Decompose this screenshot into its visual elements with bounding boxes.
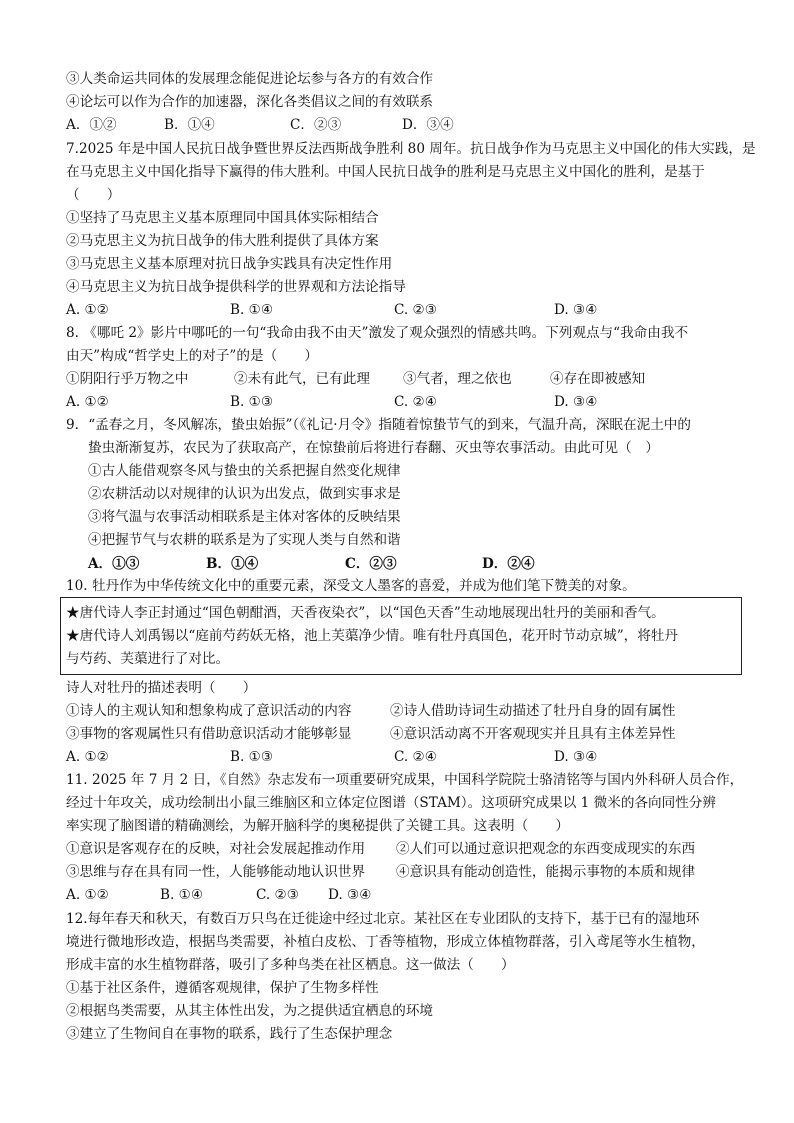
q10-option-b: B. ①③ [230, 749, 274, 765]
q12-stem-line-2: 境进行微地形改造，根据鸟类需要，补植白皮松、丁香等植物，形成立体植物群落，引入鸢尾等水生植物， [66, 934, 705, 950]
q10-stem-line-2: 诗人对牡丹的描述表明（ ） [66, 680, 257, 696]
q11-statement-3: ③思维与存在具有同一性，人能够能动地认识世界 [66, 864, 366, 880]
q10-stem-line-1: 10. 牡丹作为中华传统文化中的重要元素，深受文人墨客的喜爱，并成为他们笔下赞美的对象。 [66, 578, 636, 594]
q7-option-b: B. ①④ [230, 302, 274, 318]
q9-option-d: D．②④ [482, 556, 535, 572]
q10-statement-1: ①诗人的主观认知和想象构成了意识活动的内容 [66, 703, 352, 719]
q9-option-c: C．②③ [345, 556, 397, 572]
q10-statement-3: ③事物的客观属性只有借助意识活动才能够彰显 [66, 726, 352, 742]
q6-option-a: A．①② [66, 117, 117, 133]
q9-stem-line-1: 9．“孟春之月，冬风解冻，蛰虫始振”（《礼记·月令》指随着惊蛰节气的到来，气温升高，深眠在泥土中的 [66, 417, 691, 433]
q8-option-c: C. ②④ [394, 394, 437, 410]
q7-statement-1: ①坚持了马克思主义基本原理同中国具体实际相结合 [66, 210, 379, 226]
q7-answer-blank: （ ） [66, 187, 121, 203]
q9-statement-1: ①古人能借观察冬风与蛰虫的关系把握自然变化规律 [88, 463, 401, 479]
q7-option-d: D. ③④ [554, 302, 598, 318]
q10-statement-4: ④意识活动离不开客观现实并且具有主体差异性 [390, 726, 676, 742]
q11-stem-line-2: 经过十年攻关，成功绘制出小鼠三维脑区和立体定位图谱（STAM）。这项研究成果以 1 微米的各向同性分辨 [66, 795, 716, 811]
q11-stem-line-3: 率实现了脑图谱的精确测绘，为解开脑科学的奥秘提供了关键工具。这表明（ ） [66, 818, 569, 834]
q6-statement-3: ③人类命运共同体的发展理念能促进论坛参与各方的有效合作 [66, 71, 434, 87]
q12-stem-line-3: 形成丰富的水生植物群落，吸引了多种鸟类在社区栖息。这一做法（ ） [66, 957, 515, 973]
q12-statement-3: ③建立了生物间自在事物的联系，践行了生态保护理念 [66, 1026, 393, 1042]
q11-option-d: D. ③④ [328, 887, 372, 903]
q7-statement-3: ③马克思主义基本原理对抗日战争实践具有决定性作用 [66, 256, 393, 272]
q10-statement-2: ②诗人借助诗词生动描述了牡丹自身的固有属性 [390, 703, 676, 719]
q10-option-c: C. ②④ [394, 749, 437, 765]
q11-option-c: C. ②③ [256, 887, 299, 903]
q10-material-2-line-2: 与芍药、芙蕖进行了对比。 [66, 651, 230, 667]
q6-option-b: B．①④ [164, 117, 215, 133]
q7-statement-4: ④马克思主义为抗日战争提供科学的世界观和方法论指导 [66, 279, 406, 295]
q8-option-b: B. ①③ [230, 394, 274, 410]
q12-statement-1: ①基于社区条件，遵循客观规律，保护了生物多样性 [66, 980, 379, 996]
q9-statement-3: ③将气温与农事活动相联系是主体对客体的反映结果 [88, 509, 401, 525]
q6-statement-4: ④论坛可以作为合作的加速器，深化各类倡议之间的有效联系 [66, 94, 434, 110]
q9-stem-line-2: 蛰虫渐渐复苏，农民为了获取高产，在惊蛰前后将进行春翻、灭虫等农事活动。由此可见（ ） [88, 440, 659, 456]
q12-statement-2: ②根据鸟类需要，从其主体性出发，为之提供适宜栖息的环境 [66, 1003, 434, 1019]
q11-statement-1: ①意识是客观存在的反映，对社会发展起推动作用 [66, 841, 366, 857]
q9-statement-2: ②农耕活动以对规律的认识为出发点，做到实事求是 [88, 486, 401, 502]
q11-statement-2: ②人们可以通过意识把观念的东西变成现实的东西 [396, 841, 696, 857]
q7-statement-2: ②马克思主义为抗日战争的伟大胜利提供了具体方案 [66, 233, 379, 249]
q8-option-a: A. ①② [66, 394, 109, 410]
q8-option-d: D. ③④ [554, 394, 598, 410]
q8-statement-3: ③气者，理之依也 [403, 371, 512, 387]
q7-stem-line-1: 7.2025 年是中国人民抗日战争暨世界反法西斯战争胜利 80 周年。抗日战争作为马克思主义中国化的伟大实践，是 [66, 141, 756, 157]
q11-option-b: B. ①④ [160, 887, 204, 903]
q11-statement-4: ④意识具有能动创造性，能揭示事物的本质和规律 [396, 864, 696, 880]
q10-material-2-line-1: ★唐代诗人刘禹锡以“庭前芍药妖无格，池上芙蕖净少情。唯有牡丹真国色，花开时节动京城”，将牡丹 [66, 628, 679, 644]
q8-statement-4: ④存在即被感知 [550, 371, 646, 387]
q9-option-b: B．①④ [206, 556, 259, 572]
q8-stem-line-2: 由天”构成“哲学史上的对子”的是（ ） [66, 348, 318, 364]
q6-option-c: C．②③ [290, 117, 342, 133]
q12-stem-line-1: 12.每年春天和秋天，有数百万只鸟在迁徙途中经过北京。某社区在专业团队的支持下，基于已有的湿地环 [66, 911, 700, 927]
q11-option-a: A. ①② [66, 887, 109, 903]
q7-stem-line-2: 在马克思主义中国化指导下赢得的伟大胜利。中国人民抗日战争的胜利是马克思主义中国化的胜利，是基于 [66, 164, 705, 180]
q10-material-box [60, 597, 742, 675]
q10-option-a: A. ①② [66, 749, 109, 765]
q6-option-d: D．③④ [402, 117, 454, 133]
q11-stem-line-1: 11. 2025 年 7 月 2 日，《自然》杂志发布一项重要研究成果，中国科学院院士骆清铭等与国内外科研人员合作， [66, 772, 744, 788]
q10-material-1: ★唐代诗人李正封通过“国色朝酣酒，天香夜染衣”，以“国色天香”生动地展现出牡丹的美丽和香气。 [66, 605, 665, 621]
q7-option-a: A. ①② [66, 302, 109, 318]
q7-option-c: C. ②③ [394, 302, 437, 318]
q8-statement-1: ①阴阳行乎万物之中 [66, 371, 189, 387]
q8-stem-line-1: 8. 《哪吒 2》影片中哪吒的一句“我命由我不由天”激发了观众强烈的情感共鸣。下列观点与“我命由我不 [66, 325, 689, 341]
q9-option-a: A．①③ [88, 556, 140, 572]
q10-option-d: D. ③④ [554, 749, 598, 765]
q8-statement-2: ②未有此气，已有此理 [234, 371, 370, 387]
q9-statement-4: ④把握节气与农耕的联系是为了实现人类与自然和谐 [88, 532, 401, 548]
